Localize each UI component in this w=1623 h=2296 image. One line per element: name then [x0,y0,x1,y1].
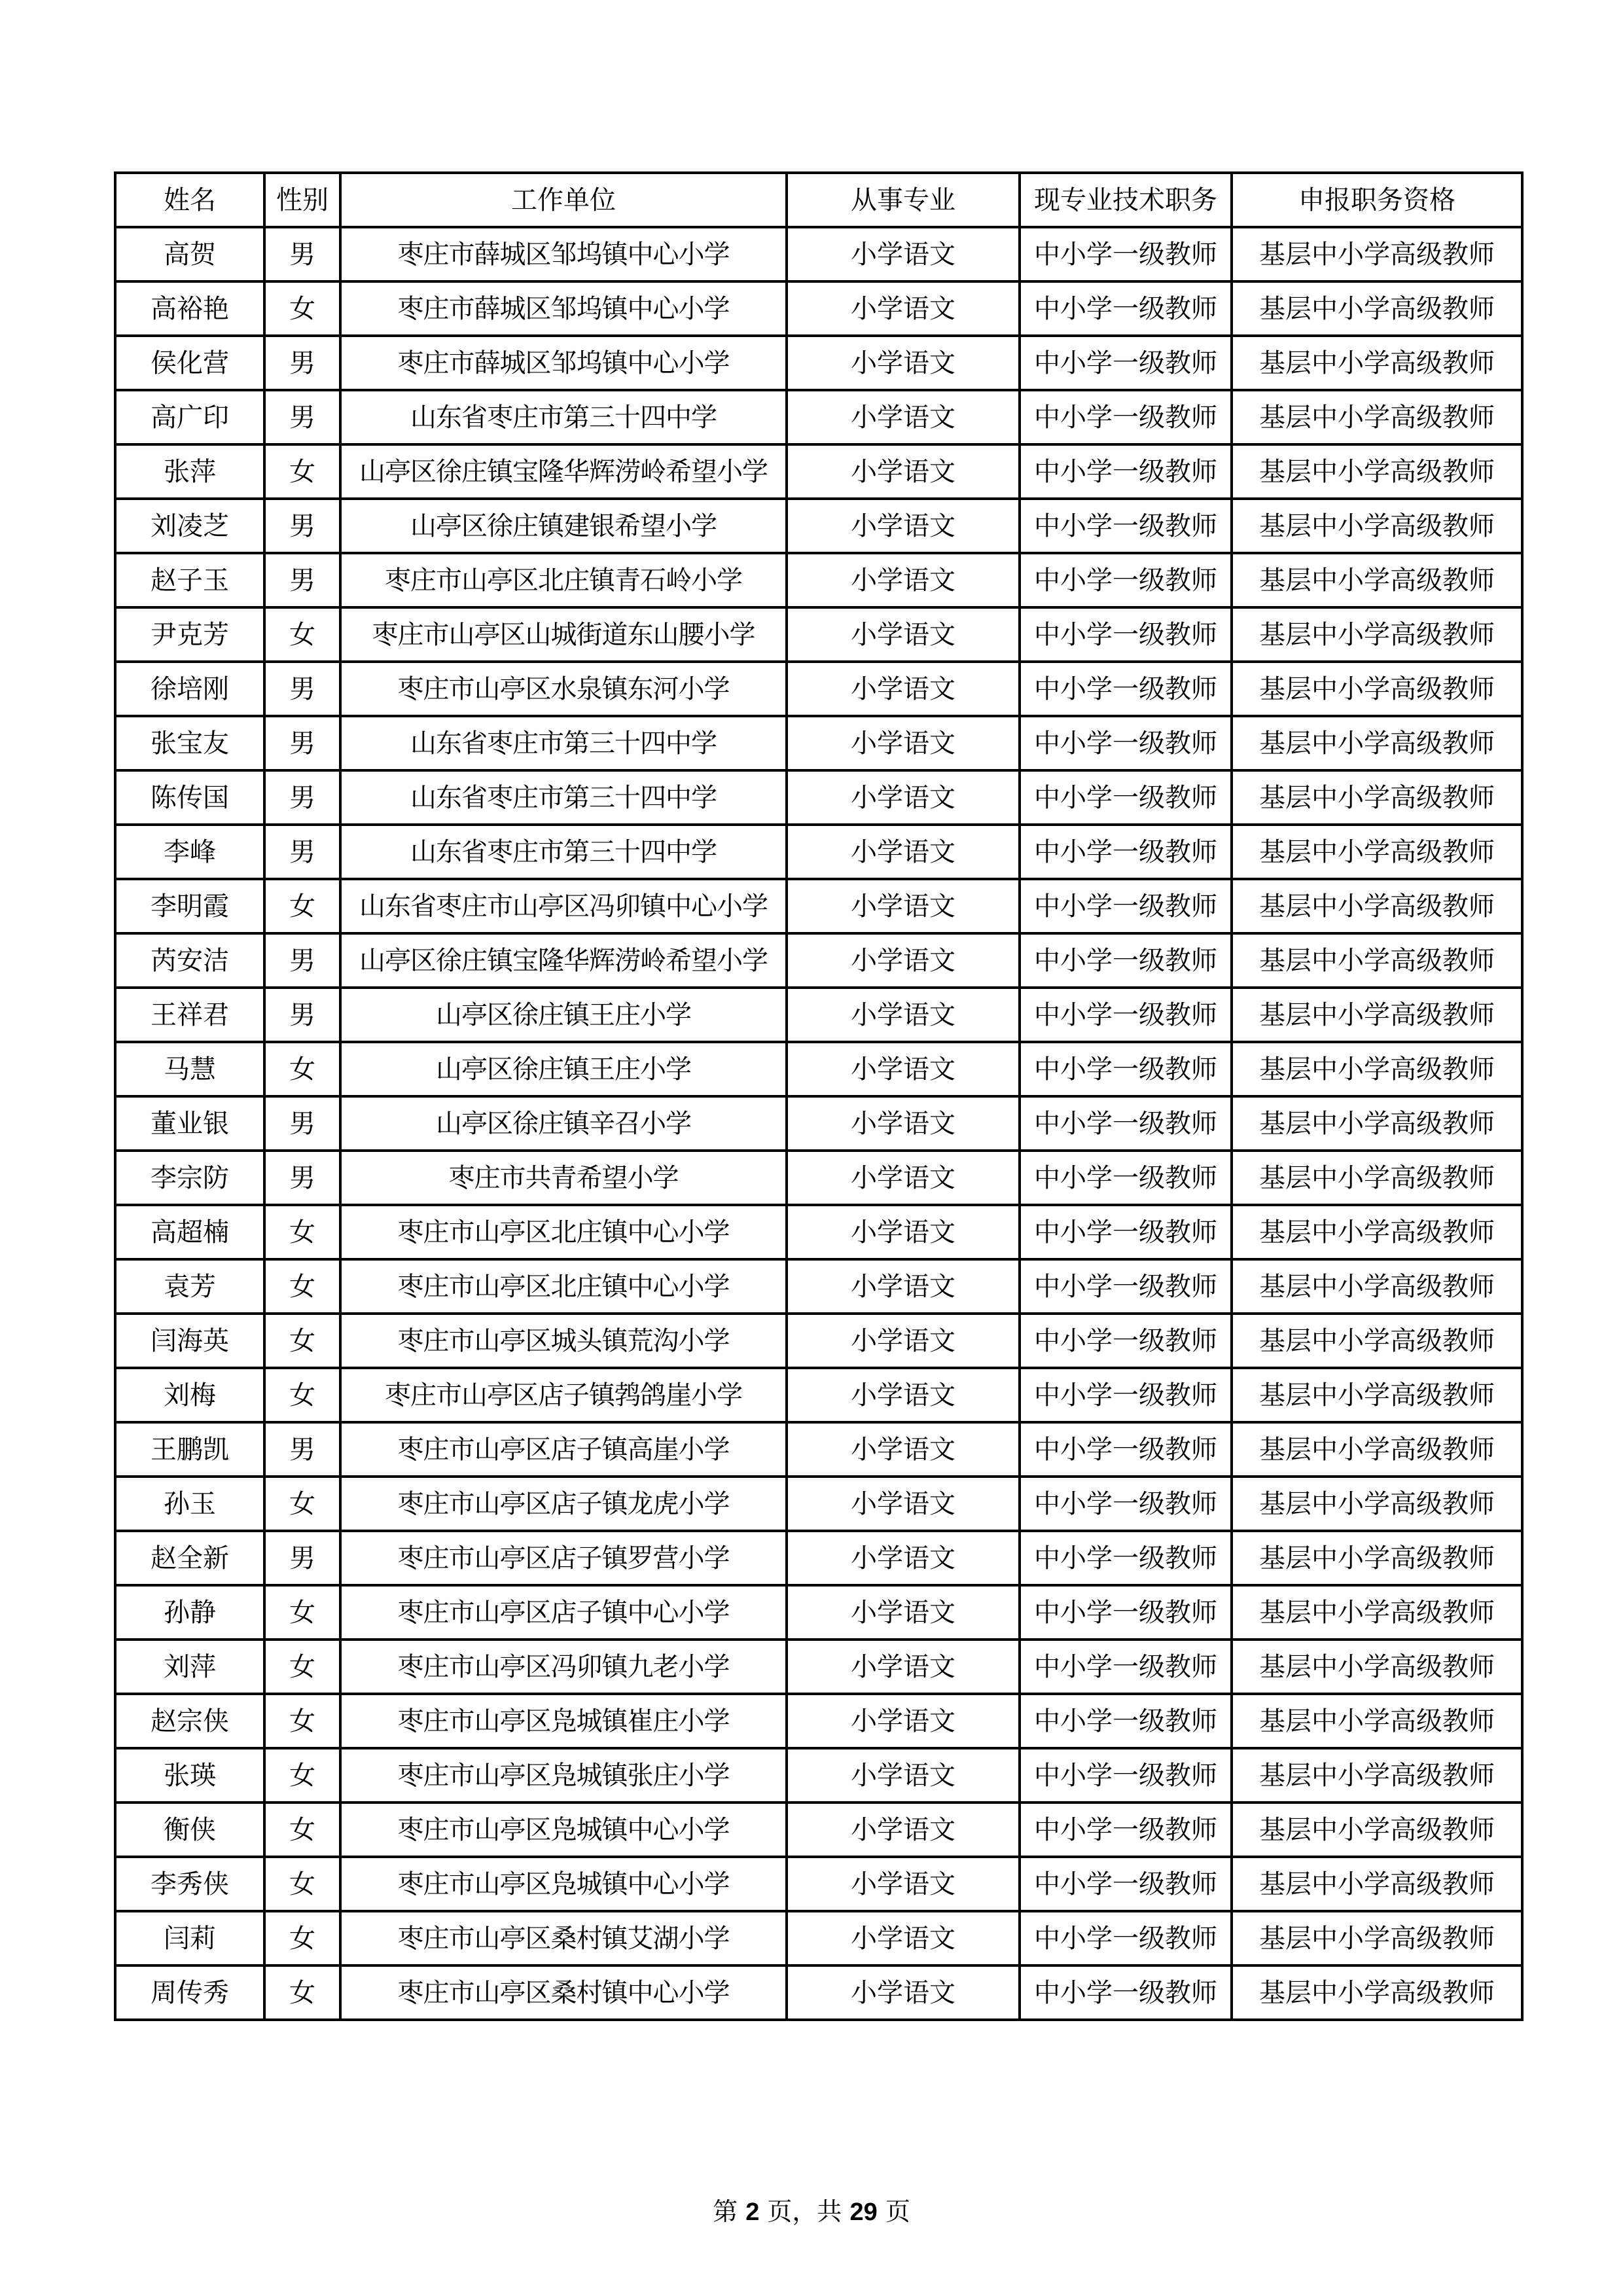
cell-gender: 男 [264,227,340,281]
cell-gender: 女 [264,444,340,499]
cell-applied-qualification: 基层中小学高级教师 [1232,390,1522,444]
cell-name: 李峰 [115,825,264,879]
cell-current-title: 中小学一级教师 [1020,336,1232,390]
table-row [115,336,1522,390]
applicant-table [114,171,1524,2021]
cell-workplace: 枣庄市山亭区凫城镇中心小学 [340,1803,787,1857]
cell-workplace: 枣庄市山亭区水泉镇东河小学 [340,662,787,716]
cell-current-title: 中小学一级教师 [1020,1965,1232,2020]
cell-current-title: 中小学一级教师 [1020,1857,1232,1911]
table-row [115,770,1522,825]
cell-major: 小学语文 [787,1531,1020,1585]
cell-current-title: 中小学一级教师 [1020,879,1232,933]
cell-applied-qualification: 基层中小学高级教师 [1232,1694,1522,1748]
table-row [115,1803,1522,1857]
table-row [115,879,1522,933]
cell-workplace: 山东省枣庄市第三十四中学 [340,770,787,825]
header-workplace: 工作单位 [340,173,787,227]
cell-gender: 女 [264,1965,340,2020]
cell-gender: 女 [264,1640,340,1694]
cell-major: 小学语文 [787,553,1020,607]
cell-gender: 女 [264,281,340,336]
cell-major: 小学语文 [787,988,1020,1042]
cell-name: 孙静 [115,1585,264,1640]
cell-name: 陈传国 [115,770,264,825]
table-row [115,716,1522,770]
cell-gender: 男 [264,933,340,988]
cell-gender: 男 [264,825,340,879]
cell-name: 李宗防 [115,1151,264,1205]
table-row [115,553,1522,607]
table-row [115,1205,1522,1259]
table-row [115,444,1522,499]
cell-workplace: 枣庄市山亭区凫城镇中心小学 [340,1857,787,1911]
cell-name: 马慧 [115,1042,264,1096]
cell-applied-qualification: 基层中小学高级教师 [1232,281,1522,336]
cell-major: 小学语文 [787,1422,1020,1477]
total-page-count: 29 [849,2198,878,2226]
cell-applied-qualification: 基层中小学高级教师 [1232,1042,1522,1096]
cell-current-title: 中小学一级教师 [1020,1042,1232,1096]
cell-name: 赵宗侠 [115,1694,264,1748]
cell-name: 张萍 [115,444,264,499]
cell-workplace: 枣庄市山亭区凫城镇张庄小学 [340,1748,787,1803]
cell-name: 徐培刚 [115,662,264,716]
cell-current-title: 中小学一级教师 [1020,825,1232,879]
cell-name: 闫海英 [115,1314,264,1368]
cell-applied-qualification: 基层中小学高级教师 [1232,770,1522,825]
cell-current-title: 中小学一级教师 [1020,553,1232,607]
cell-major: 小学语文 [787,281,1020,336]
cell-applied-qualification: 基层中小学高级教师 [1232,716,1522,770]
cell-current-title: 中小学一级教师 [1020,390,1232,444]
cell-name: 王鹏凯 [115,1422,264,1477]
cell-name: 闫莉 [115,1911,264,1965]
cell-workplace: 枣庄市山亭区北庄镇中心小学 [340,1259,787,1314]
cell-major: 小学语文 [787,1585,1020,1640]
cell-current-title: 中小学一级教师 [1020,988,1232,1042]
table-row [115,1694,1522,1748]
cell-name: 高裕艳 [115,281,264,336]
cell-applied-qualification: 基层中小学高级教师 [1232,1585,1522,1640]
cell-workplace: 枣庄市薛城区邹坞镇中心小学 [340,281,787,336]
cell-workplace: 山亭区徐庄镇建银希望小学 [340,499,787,553]
cell-applied-qualification: 基层中小学高级教师 [1232,879,1522,933]
cell-applied-qualification: 基层中小学高级教师 [1232,988,1522,1042]
cell-major: 小学语文 [787,1477,1020,1531]
page-footer [0,2191,1623,2227]
table-row [115,1368,1522,1422]
cell-current-title: 中小学一级教师 [1020,1531,1232,1585]
cell-applied-qualification: 基层中小学高级教师 [1232,1857,1522,1911]
cell-name: 李秀侠 [115,1857,264,1911]
cell-workplace: 山东省枣庄市山亭区冯卯镇中心小学 [340,879,787,933]
table-row [115,1259,1522,1314]
cell-workplace: 枣庄市薛城区邹坞镇中心小学 [340,227,787,281]
cell-gender: 女 [264,1585,340,1640]
cell-name: 赵全新 [115,1531,264,1585]
cell-applied-qualification: 基层中小学高级教师 [1232,553,1522,607]
table-row [115,499,1522,553]
cell-name: 张宝友 [115,716,264,770]
header-major: 从事专业 [787,173,1020,227]
cell-major: 小学语文 [787,716,1020,770]
cell-workplace: 枣庄市山亭区店子镇高崖小学 [340,1422,787,1477]
cell-gender: 男 [264,770,340,825]
cell-major: 小学语文 [787,662,1020,716]
cell-applied-qualification: 基层中小学高级教师 [1232,662,1522,716]
cell-gender: 男 [264,1422,340,1477]
cell-major: 小学语文 [787,1205,1020,1259]
cell-name: 刘梅 [115,1368,264,1422]
cell-workplace: 枣庄市共青希望小学 [340,1151,787,1205]
cell-current-title: 中小学一级教师 [1020,1368,1232,1422]
cell-gender: 男 [264,1096,340,1151]
cell-name: 高广印 [115,390,264,444]
cell-major: 小学语文 [787,227,1020,281]
cell-workplace: 山东省枣庄市第三十四中学 [340,825,787,879]
table-row [115,1477,1522,1531]
header-applied-qualification: 申报职务资格 [1232,173,1522,227]
cell-name: 孙玉 [115,1477,264,1531]
cell-workplace: 枣庄市山亭区凫城镇崔庄小学 [340,1694,787,1748]
cell-workplace: 枣庄市山亭区店子镇中心小学 [340,1585,787,1640]
cell-name: 袁芳 [115,1259,264,1314]
table-row [115,1640,1522,1694]
cell-current-title: 中小学一级教师 [1020,444,1232,499]
cell-gender: 女 [264,1205,340,1259]
cell-major: 小学语文 [787,770,1020,825]
cell-gender: 男 [264,390,340,444]
table-row [115,607,1522,662]
cell-applied-qualification: 基层中小学高级教师 [1232,499,1522,553]
cell-workplace: 山亭区徐庄镇王庄小学 [340,1042,787,1096]
cell-applied-qualification: 基层中小学高级教师 [1232,227,1522,281]
table-row [115,662,1522,716]
cell-name: 高贺 [115,227,264,281]
cell-applied-qualification: 基层中小学高级教师 [1232,1368,1522,1422]
footer-prefix: 第 [713,2197,746,2226]
cell-applied-qualification: 基层中小学高级教师 [1232,444,1522,499]
cell-applied-qualification: 基层中小学高级教师 [1232,1259,1522,1314]
cell-name: 刘萍 [115,1640,264,1694]
cell-current-title: 中小学一级教师 [1020,227,1232,281]
cell-applied-qualification: 基层中小学高级教师 [1232,1965,1522,2020]
cell-major: 小学语文 [787,1694,1020,1748]
cell-current-title: 中小学一级教师 [1020,1640,1232,1694]
cell-name: 李明霞 [115,879,264,933]
table-row [115,825,1522,879]
cell-major: 小学语文 [787,933,1020,988]
header-name: 姓名 [115,173,264,227]
table-row [115,1748,1522,1803]
cell-name: 王祥君 [115,988,264,1042]
cell-workplace: 山亭区徐庄镇王庄小学 [340,988,787,1042]
cell-gender: 男 [264,553,340,607]
table-row [115,1965,1522,2020]
cell-workplace: 枣庄市山亭区北庄镇中心小学 [340,1205,787,1259]
cell-current-title: 中小学一级教师 [1020,716,1232,770]
cell-name: 刘凌芝 [115,499,264,553]
cell-gender: 女 [264,1857,340,1911]
table-row [115,988,1522,1042]
cell-current-title: 中小学一级教师 [1020,499,1232,553]
cell-current-title: 中小学一级教师 [1020,1911,1232,1965]
cell-major: 小学语文 [787,1640,1020,1694]
cell-applied-qualification: 基层中小学高级教师 [1232,336,1522,390]
cell-major: 小学语文 [787,1151,1020,1205]
cell-major: 小学语文 [787,444,1020,499]
cell-major: 小学语文 [787,336,1020,390]
cell-major: 小学语文 [787,1259,1020,1314]
table-row [115,1042,1522,1096]
table-row [115,1096,1522,1151]
table-row [115,1422,1522,1477]
cell-current-title: 中小学一级教师 [1020,770,1232,825]
cell-major: 小学语文 [787,825,1020,879]
cell-major: 小学语文 [787,1368,1020,1422]
cell-applied-qualification: 基层中小学高级教师 [1232,1531,1522,1585]
cell-gender: 女 [264,1259,340,1314]
cell-major: 小学语文 [787,1857,1020,1911]
cell-gender: 男 [264,1531,340,1585]
cell-workplace: 山亭区徐庄镇宝隆华辉涝岭希望小学 [340,444,787,499]
cell-applied-qualification: 基层中小学高级教师 [1232,1151,1522,1205]
table-row [115,1531,1522,1585]
cell-applied-qualification: 基层中小学高级教师 [1232,1477,1522,1531]
cell-workplace: 山亭区徐庄镇宝隆华辉涝岭希望小学 [340,933,787,988]
cell-gender: 女 [264,1911,340,1965]
cell-gender: 男 [264,1151,340,1205]
cell-gender: 女 [264,1694,340,1748]
cell-major: 小学语文 [787,879,1020,933]
cell-current-title: 中小学一级教师 [1020,281,1232,336]
cell-name: 芮安洁 [115,933,264,988]
cell-major: 小学语文 [787,1096,1020,1151]
table-row [115,1911,1522,1965]
cell-major: 小学语文 [787,1042,1020,1096]
cell-applied-qualification: 基层中小学高级教师 [1232,1911,1522,1965]
cell-applied-qualification: 基层中小学高级教师 [1232,1314,1522,1368]
cell-current-title: 中小学一级教师 [1020,607,1232,662]
cell-gender: 女 [264,1477,340,1531]
cell-workplace: 山东省枣庄市第三十四中学 [340,390,787,444]
cell-applied-qualification: 基层中小学高级教师 [1232,1096,1522,1151]
cell-workplace: 枣庄市山亭区店子镇龙虎小学 [340,1477,787,1531]
cell-name: 周传秀 [115,1965,264,2020]
cell-gender: 男 [264,988,340,1042]
cell-gender: 女 [264,1368,340,1422]
cell-applied-qualification: 基层中小学高级教师 [1232,933,1522,988]
cell-major: 小学语文 [787,1748,1020,1803]
cell-applied-qualification: 基层中小学高级教师 [1232,825,1522,879]
cell-gender: 女 [264,1042,340,1096]
table-row [115,1151,1522,1205]
table-body [115,227,1522,2020]
cell-current-title: 中小学一级教师 [1020,1259,1232,1314]
table-row [115,1585,1522,1640]
cell-current-title: 中小学一级教师 [1020,662,1232,716]
cell-workplace: 山东省枣庄市第三十四中学 [340,716,787,770]
cell-major: 小学语文 [787,1803,1020,1857]
cell-major: 小学语文 [787,607,1020,662]
cell-gender: 男 [264,716,340,770]
cell-workplace: 枣庄市山亭区店子镇罗营小学 [340,1531,787,1585]
cell-gender: 男 [264,336,340,390]
table-row [115,933,1522,988]
cell-current-title: 中小学一级教师 [1020,1205,1232,1259]
cell-gender: 女 [264,607,340,662]
cell-gender: 女 [264,1314,340,1368]
cell-major: 小学语文 [787,499,1020,553]
cell-current-title: 中小学一级教师 [1020,1151,1232,1205]
cell-workplace: 枣庄市山亭区城头镇荒沟小学 [340,1314,787,1368]
cell-major: 小学语文 [787,390,1020,444]
cell-workplace: 枣庄市薛城区邹坞镇中心小学 [340,336,787,390]
cell-name: 尹克芳 [115,607,264,662]
cell-name: 董业银 [115,1096,264,1151]
cell-name: 衡侠 [115,1803,264,1857]
cell-current-title: 中小学一级教师 [1020,1422,1232,1477]
cell-current-title: 中小学一级教师 [1020,1748,1232,1803]
cell-current-title: 中小学一级教师 [1020,1314,1232,1368]
cell-name: 高超楠 [115,1205,264,1259]
cell-workplace: 枣庄市山亭区冯卯镇九老小学 [340,1640,787,1694]
cell-applied-qualification: 基层中小学高级教师 [1232,1205,1522,1259]
cell-current-title: 中小学一级教师 [1020,1803,1232,1857]
header-gender: 性别 [264,173,340,227]
cell-major: 小学语文 [787,1314,1020,1368]
cell-name: 侯化营 [115,336,264,390]
cell-applied-qualification: 基层中小学高级教师 [1232,1422,1522,1477]
cell-current-title: 中小学一级教师 [1020,1585,1232,1640]
cell-workplace: 枣庄市山亭区店子镇鹁鸽崖小学 [340,1368,787,1422]
cell-workplace: 枣庄市山亭区桑村镇中心小学 [340,1965,787,2020]
current-page-number: 2 [745,2198,760,2226]
cell-workplace: 山亭区徐庄镇辛召小学 [340,1096,787,1151]
cell-gender: 男 [264,662,340,716]
cell-applied-qualification: 基层中小学高级教师 [1232,1803,1522,1857]
cell-gender: 女 [264,1803,340,1857]
cell-name: 赵子玉 [115,553,264,607]
cell-workplace: 枣庄市山亭区北庄镇青石岭小学 [340,553,787,607]
cell-current-title: 中小学一级教师 [1020,1096,1232,1151]
header-current-title: 现专业技术职务 [1020,173,1232,227]
cell-applied-qualification: 基层中小学高级教师 [1232,1640,1522,1694]
cell-major: 小学语文 [787,1965,1020,2020]
cell-workplace: 枣庄市山亭区桑村镇艾湖小学 [340,1911,787,1965]
cell-gender: 女 [264,879,340,933]
table-row [115,1314,1522,1368]
cell-current-title: 中小学一级教师 [1020,1694,1232,1748]
table-header-row [115,173,1522,227]
table-row [115,227,1522,281]
cell-applied-qualification: 基层中小学高级教师 [1232,607,1522,662]
table-row [115,390,1522,444]
footer-middle: 页，共 [759,2197,850,2226]
cell-name: 张瑛 [115,1748,264,1803]
cell-applied-qualification: 基层中小学高级教师 [1232,1748,1522,1803]
cell-current-title: 中小学一级教师 [1020,1477,1232,1531]
footer-suffix: 页 [877,2197,910,2226]
cell-workplace: 枣庄市山亭区山城街道东山腰小学 [340,607,787,662]
table-row [115,281,1522,336]
cell-gender: 女 [264,1748,340,1803]
table-row [115,1857,1522,1911]
cell-current-title: 中小学一级教师 [1020,933,1232,988]
cell-gender: 男 [264,499,340,553]
cell-major: 小学语文 [787,1911,1020,1965]
